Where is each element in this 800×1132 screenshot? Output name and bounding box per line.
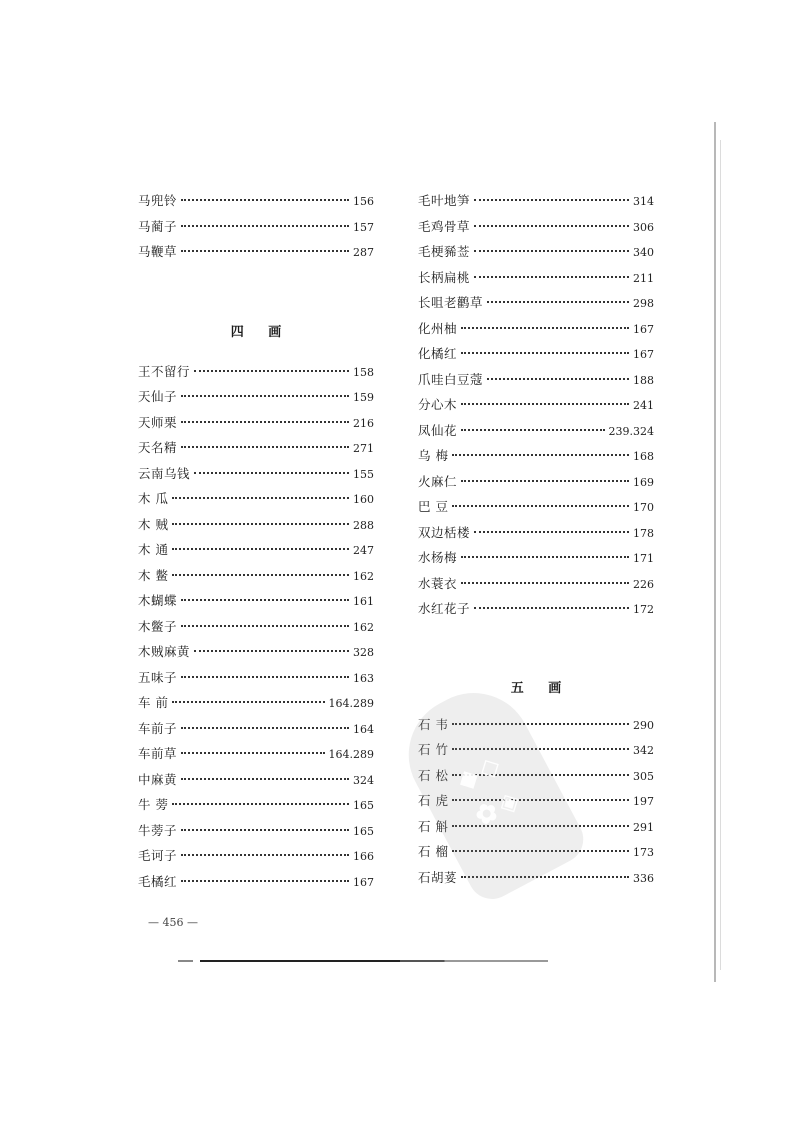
entry-page-number: 287 [353,246,374,259]
entry-page-number: 156 [353,195,374,208]
index-entry [138,665,374,691]
entry-name: 化州柚 [418,320,458,336]
entry-page-number: 314 [633,195,654,208]
index-entry [138,486,374,512]
page-number: — 456 — [148,916,198,929]
dot-leader [172,802,349,805]
entry-page-number: 305 [633,769,654,783]
section-heading-four-strokes: 四 画 [230,324,292,340]
index-entry [418,469,654,495]
dot-leader [181,598,349,601]
dot-leader [487,300,629,303]
entry-name: 马鞭草 [138,244,178,259]
index-entry [138,741,374,767]
entry-name: 毛梗豨莶 [418,244,471,259]
dot-leader [452,453,629,456]
index-entry [418,188,654,214]
dot-leader [181,777,349,780]
entry-page-number: 178 [633,526,654,540]
entry-page-number: 164 [353,722,374,736]
entry-name: 天师栗 [138,414,178,430]
entry-name: 石 斛 [418,818,449,834]
entry-page-number: 161 [353,595,374,608]
scan-edge-line [714,122,716,982]
index-entry [138,818,374,844]
section-gap [418,622,654,676]
dot-leader [452,504,629,507]
index-entry [138,563,374,589]
entry-list-top [138,188,374,265]
index-entry [138,359,374,385]
entry-name: 化橘红 [418,346,458,361]
dot-leader [172,522,349,525]
entry-page-number: 165 [353,824,374,838]
entry-name: 毛诃子 [138,848,178,863]
entry-page-number: 306 [633,220,654,234]
entry-name: 车前草 [138,746,178,761]
entry-page-number: 164.289 [328,748,374,761]
dot-leader [172,496,349,499]
index-entry [138,188,374,214]
index-entry [418,239,654,265]
index-entry [418,214,654,240]
dot-leader [172,573,349,576]
entry-name: 石 松 [418,767,449,783]
entry-page-number: 172 [633,603,654,616]
index-entry [418,316,654,342]
entry-page-number: 166 [353,850,374,863]
entry-name: 马兜铃 [138,193,178,208]
entry-name: 石 韦 [418,716,449,732]
entry-name: 天名精 [138,440,178,455]
entry-page-number: 239.324 [608,424,654,438]
dot-leader [181,394,349,397]
entry-page-number: 324 [353,773,374,787]
entry-name: 马蔺子 [138,218,178,234]
index-entry [418,545,654,571]
entry-page-number: 340 [633,246,654,259]
entry-name: 木蝴蝶 [138,593,178,608]
entry-page-number: 155 [353,467,374,481]
entry-page-number: 171 [633,552,654,565]
index-entry [138,690,374,716]
entry-page-number: 162 [353,569,374,583]
dot-leader [181,420,349,423]
dot-leader [461,555,629,558]
entry-page-number: 160 [353,493,374,506]
entry-page-number: 173 [633,846,654,859]
entry-page-number: 169 [633,475,654,489]
index-entry [138,716,374,742]
entry-page-number: 163 [353,671,374,685]
entry-name: 爪哇白豆蔻 [418,371,484,387]
dot-leader [181,198,349,201]
index-column-left [138,188,374,894]
dot-leader [181,828,349,831]
index-entry [138,461,374,487]
entry-page-number: 197 [633,795,654,808]
entry-list-four-strokes-continued [418,188,654,622]
dot-leader [474,198,629,201]
entry-page-number: 162 [353,620,374,634]
entry-name: 牛蒡子 [138,822,178,838]
entry-page-number: 188 [633,373,654,387]
index-entry [418,392,654,418]
entry-name: 石胡荽 [418,869,458,885]
dot-leader [461,402,629,405]
entry-page-number: 298 [633,297,654,310]
section-heading-five-strokes: 五 画 [510,680,572,696]
dot-leader [461,351,629,354]
dot-leader [194,649,349,652]
dot-leader [181,445,349,448]
dot-leader [474,224,629,227]
entry-name: 毛叶地笋 [418,193,471,208]
index-entry [418,265,654,291]
index-entry [138,843,374,869]
dot-leader [194,471,349,474]
entry-name: 火麻仁 [418,473,458,489]
entry-name: 水杨梅 [418,550,458,565]
entry-name: 乌 梅 [418,448,449,463]
index-entry [138,435,374,461]
index-entry [138,537,374,563]
entry-page-number: 291 [633,820,654,834]
entry-name: 石 竹 [418,742,449,757]
index-entry [418,418,654,444]
entry-page-number: 226 [633,577,654,591]
index-entry [138,639,374,665]
index-entry [138,512,374,538]
index-entry [418,341,654,367]
index-entry [418,596,654,622]
dot-leader [474,606,629,609]
dot-leader [474,249,629,252]
entry-page-number: 158 [353,365,374,379]
entry-page-number: 167 [633,348,654,361]
index-entry [138,767,374,793]
entry-page-number: 216 [353,416,374,430]
dot-leader [181,751,324,754]
dot-leader [181,624,349,627]
index-entry [138,792,374,818]
index-entry [418,494,654,520]
entry-name: 石 虎 [418,793,449,808]
index-entry [138,869,374,895]
entry-name: 凤仙花 [418,422,458,438]
entry-page-number: 170 [633,501,654,514]
index-entry [418,571,654,597]
entry-page-number: 164.289 [328,697,374,710]
entry-name: 长咀老鹳草 [418,295,484,310]
entry-page-number: 168 [633,450,654,463]
entry-name: 五味子 [138,669,178,685]
dot-leader [461,581,629,584]
entry-name: 木贼麻黄 [138,644,191,659]
entry-page-number: 165 [353,799,374,812]
index-entry [138,588,374,614]
scan-edge-line-secondary [720,140,721,970]
dot-leader [461,326,629,329]
entry-page-number: 342 [633,744,654,757]
entry-name: 牛 蒡 [138,797,169,812]
entry-name: 木 瓜 [138,491,169,506]
entry-page-number: 167 [633,322,654,336]
entry-name: 车 前 [138,695,169,710]
entry-name: 分心木 [418,397,458,412]
dot-leader [172,547,349,550]
entry-name: 天仙子 [138,389,178,404]
entry-page-number: 271 [353,442,374,455]
dot-leader [181,224,349,227]
entry-name: 木 贼 [138,516,169,532]
entry-page-number: 167 [353,875,374,889]
dot-leader [487,377,629,380]
index-entry [138,239,374,265]
entry-page-number: 157 [353,220,374,234]
entry-name: 木 通 [138,542,169,557]
dot-leader [181,726,349,729]
index-entry [138,384,374,410]
dot-leader [172,700,324,703]
entry-name: 木 鳖 [138,567,169,583]
dot-leader [474,275,629,278]
entry-name: 水红花子 [418,601,471,616]
entry-name: 车前子 [138,720,178,736]
dot-leader [181,879,349,882]
entry-page-number: 336 [633,871,654,885]
entry-name: 毛鸡骨草 [418,218,471,234]
dot-leader [181,853,349,856]
index-entry [418,520,654,546]
entry-page-number: 328 [353,646,374,659]
dot-leader [461,479,629,482]
entry-name: 云南乌钱 [138,465,191,481]
entry-page-number: 211 [633,271,654,285]
entry-page-number: 290 [633,718,654,732]
entry-name: 长柄扁桃 [418,269,471,285]
entry-name: 水蓑衣 [418,575,458,591]
entry-page-number: 241 [633,399,654,412]
index-entry [138,214,374,240]
entry-name: 双边栝楼 [418,524,471,540]
index-entry [138,410,374,436]
bottom-rule [178,960,548,962]
entry-name: 王不留行 [138,363,191,379]
dot-leader [461,428,604,431]
entry-name: 石 榴 [418,844,449,859]
entry-list-four-strokes [138,359,374,895]
section-gap [138,265,374,320]
entry-name: 巴 豆 [418,499,449,514]
entry-page-number: 159 [353,391,374,404]
dot-leader [194,369,349,372]
entry-page-number: 247 [353,544,374,557]
dot-leader [181,249,349,252]
index-entry [418,443,654,469]
entry-page-number: 288 [353,518,374,532]
entry-name: 毛橘红 [138,873,178,889]
entry-name: 中麻黄 [138,771,178,787]
index-entry [418,367,654,393]
entry-name: 木鳖子 [138,618,178,634]
index-entry [138,614,374,640]
library-stamp-watermark: ◆◇ ✿◈ [388,673,591,908]
index-entry [418,290,654,316]
dot-leader [474,530,629,533]
dot-leader [181,675,349,678]
